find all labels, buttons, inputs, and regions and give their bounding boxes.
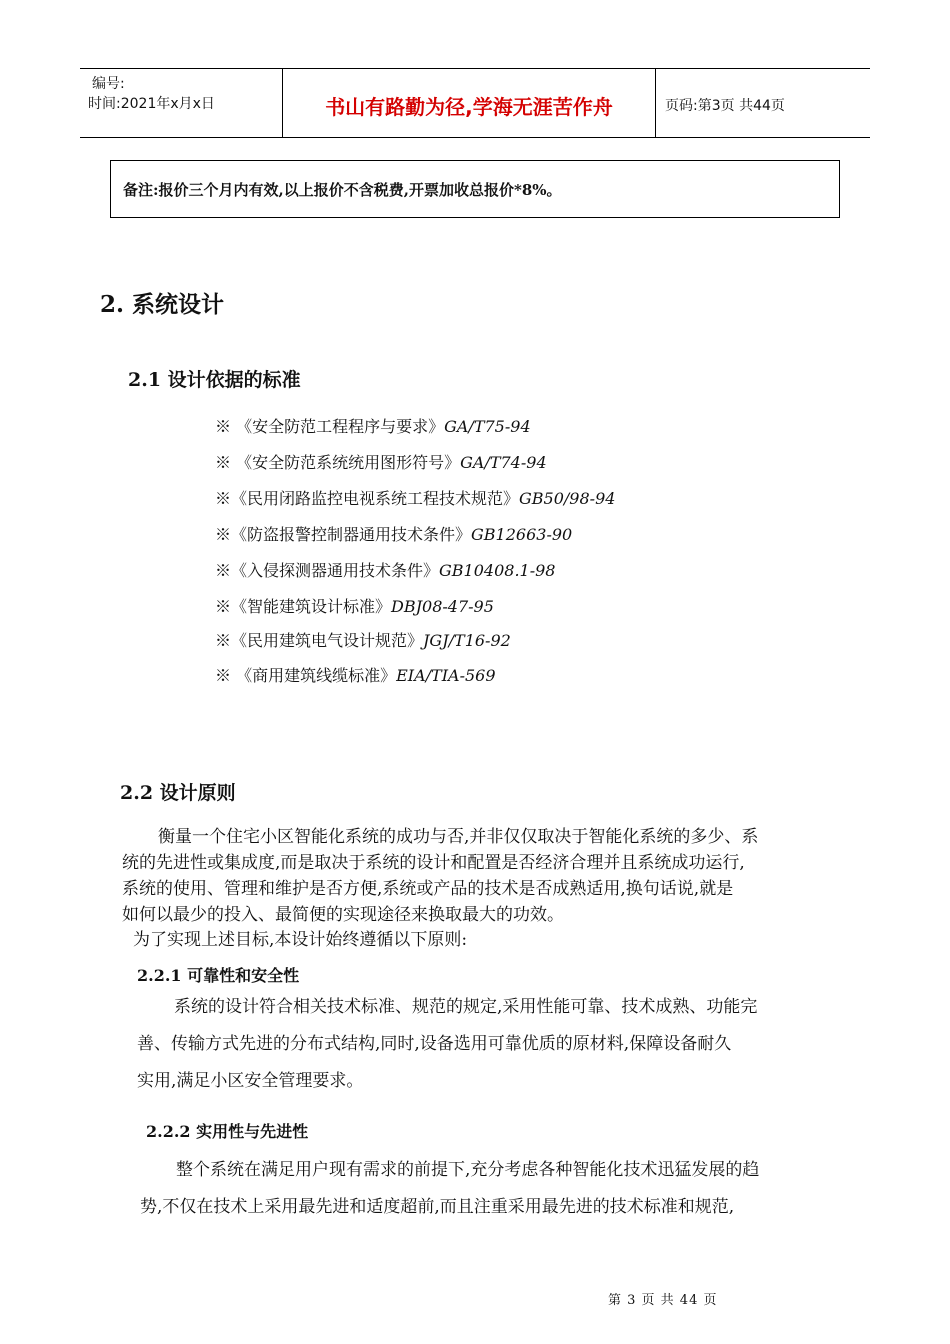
standard-code: GB12663-90 <box>471 525 573 544</box>
standard-item: ※《民用建筑电气设计规范》JGJ/T16-92 <box>215 631 511 650</box>
paragraph-line: 衡量一个住宅小区智能化系统的成功与否,并非仅仅取决于智能化系统的多少、系 <box>158 827 759 847</box>
header-motto-cell <box>282 69 656 137</box>
standard-item: ※《智能建筑设计标准》DBJ08-47-95 <box>215 597 494 616</box>
page-info: 页码:第3页 共44页 <box>665 98 785 114</box>
paragraph-line: 善、传输方式先进的分布式结构,同时,设备选用可靠优质的原材料,保障设备耐久 <box>137 1034 732 1054</box>
header-left-cell <box>80 69 282 137</box>
standard-item: ※《民用闭路监控电视系统工程技术规范》GB50/98-94 <box>215 489 616 508</box>
paragraph-line: 统的先进性或集成度,而是取决于系统的设计和配置是否经济合理并且系统成功运行, <box>122 853 745 873</box>
standard-item: ※《入侵探测器通用技术条件》GB10408.1-98 <box>215 561 556 580</box>
standard-code: GA/T74-94 <box>460 453 547 472</box>
standard-code: JGJ/T16-92 <box>423 631 511 650</box>
section-2-title: 2. 系统设计 <box>100 291 225 318</box>
section-2-2-1-title: 2.2.1 可靠性和安全性 <box>137 966 300 985</box>
standard-item: ※ 《安全防范系统统用图形符号》GA/T74-94 <box>215 453 547 472</box>
paragraph-line: 整个系统在满足用户现有需求的前提下,充分考虑各种智能化技术迅猛发展的趋 <box>176 1160 760 1180</box>
standard-code: GB10408.1-98 <box>439 561 556 580</box>
standard-item: ※ 《商用建筑线缆标准》EIA/TIA-569 <box>215 666 496 685</box>
paragraph-line: 势,不仅在技术上采用最先进和适度超前,而且注重采用最先进的技术标准和规范, <box>140 1197 735 1217</box>
standard-code: GA/T75-94 <box>444 417 531 436</box>
section-2-1-title: 2.1 设计依据的标准 <box>128 369 301 391</box>
page-footer: 第 3 页 共 44 页 <box>608 1293 718 1308</box>
paragraph-line: 如何以最少的投入、最简便的实现途径来换取最大的功效。 <box>122 905 564 925</box>
time-label: 时间:2021年x月x日 <box>88 96 215 112</box>
paragraph-line: 实用,满足小区安全管理要求。 <box>137 1071 364 1091</box>
section-2-2-2-title: 2.2.2 实用性与先进性 <box>146 1122 309 1141</box>
paragraph-line: 系统的使用、管理和维护是否方便,系统或产品的技术是否成熟适用,换句话说,就是 <box>122 879 734 899</box>
standard-item: ※《防盗报警控制器通用技术条件》GB12663-90 <box>215 525 573 544</box>
note-box <box>110 160 840 218</box>
section-2-2-title: 2.2 设计原则 <box>120 782 236 804</box>
page-header <box>80 68 870 138</box>
paragraph-line: 为了实现上述目标,本设计始终遵循以下原则: <box>133 930 468 950</box>
header-right-cell <box>655 69 870 137</box>
note-text: 备注:报价三个月内有效,以上报价不含税费,开票加收总报价*8%。 <box>123 181 562 199</box>
number-label: 编号: <box>92 76 125 92</box>
standard-code: DBJ08-47-95 <box>391 597 494 616</box>
motto-text: 书山有路勤为径,学海无涯苦作舟 <box>325 95 613 119</box>
standard-item: ※ 《安全防范工程程序与要求》GA/T75-94 <box>215 417 531 436</box>
standard-code: GB50/98-94 <box>519 489 616 508</box>
standard-code: EIA/TIA-569 <box>396 666 496 685</box>
paragraph-line: 系统的设计符合相关技术标准、规范的规定,采用性能可靠、技术成熟、功能完 <box>174 997 758 1017</box>
